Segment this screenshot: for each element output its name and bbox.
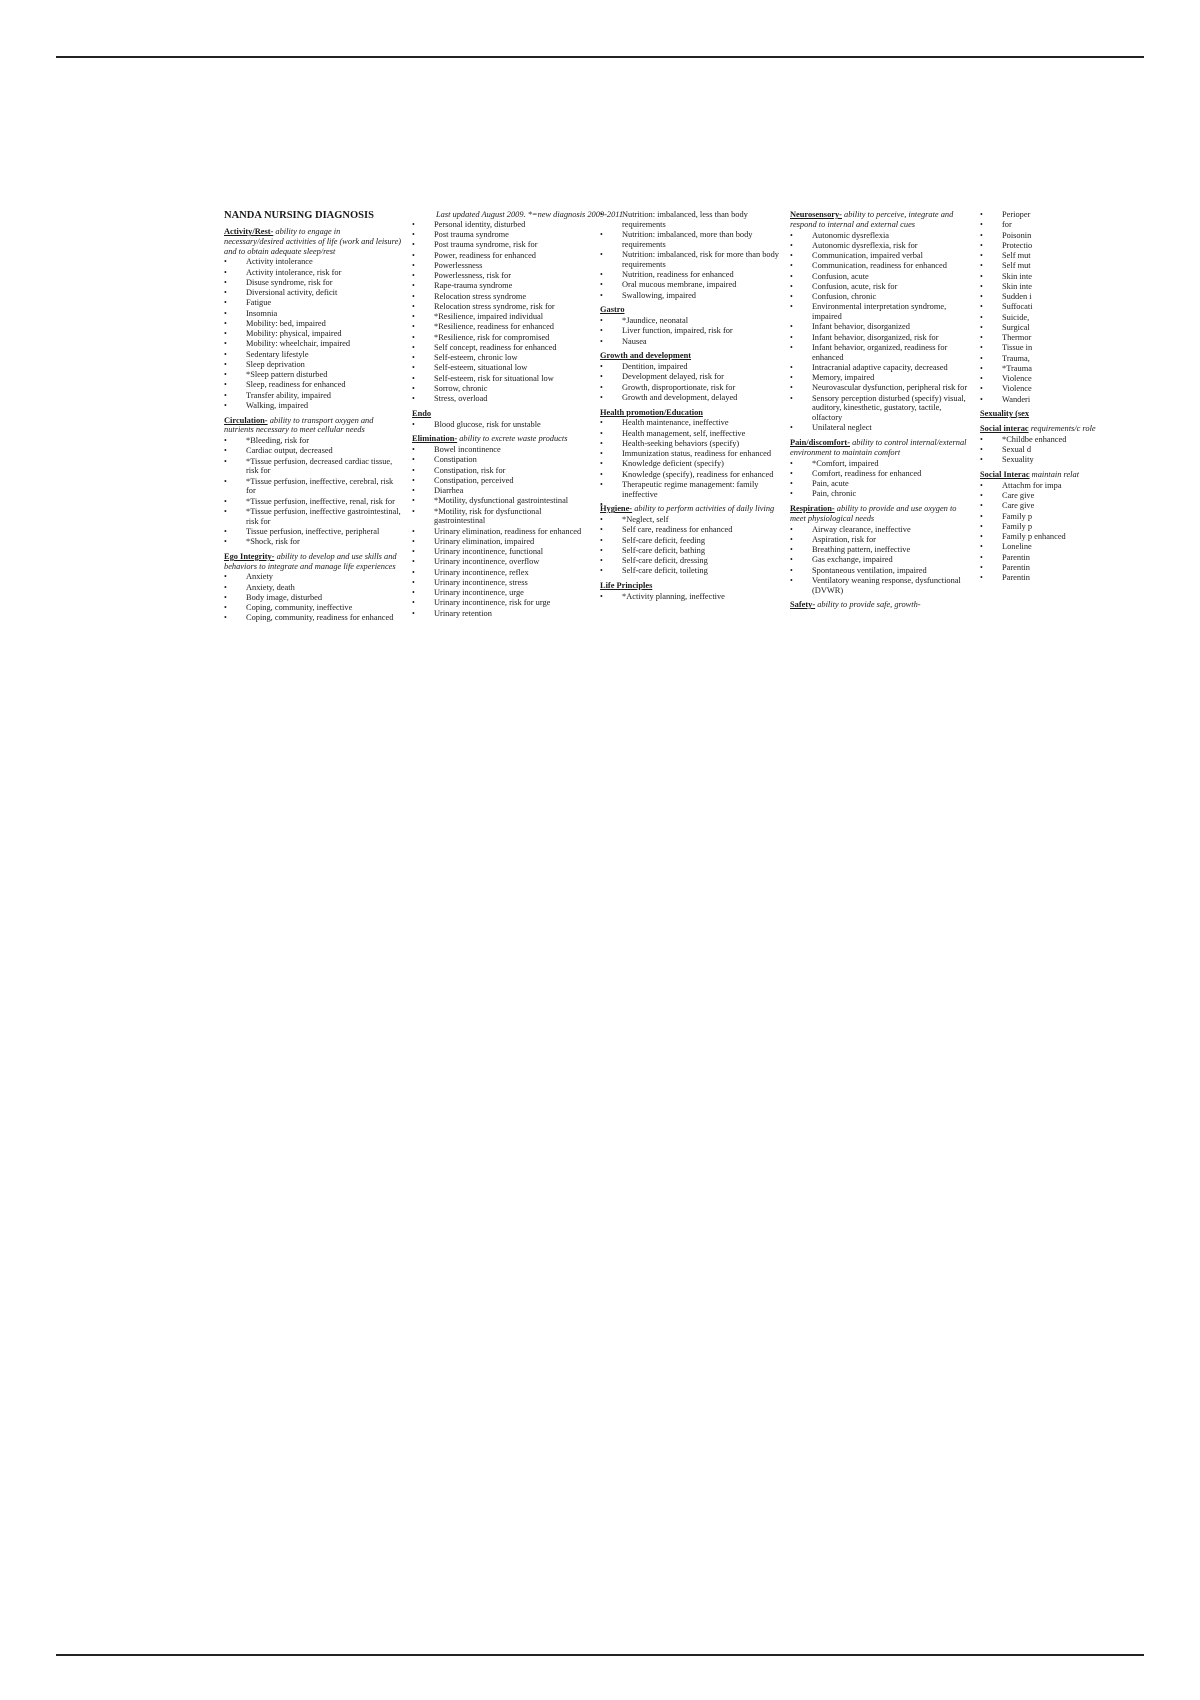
diagnosis-list bbox=[600, 316, 782, 346]
diagnosis-item: • Family p bbox=[980, 512, 1060, 522]
diagnosis-item: • Growth, disproportionate, risk for bbox=[600, 383, 782, 393]
category-heading bbox=[224, 552, 402, 572]
category-heading bbox=[790, 504, 972, 524]
diagnosis-item: • *Motility, risk for dysfunctional gastrointestinal bbox=[412, 507, 592, 527]
diagnosis-item: • Sudden i bbox=[980, 292, 1060, 302]
diagnosis-list bbox=[790, 231, 972, 434]
diagnosis-item: • Autonomic dysreflexia, risk for bbox=[790, 241, 972, 251]
diagnosis-item: • Personal identity, disturbed bbox=[412, 220, 592, 230]
diagnosis-item: • Cardiac output, decreased bbox=[224, 446, 402, 456]
category-heading bbox=[600, 305, 782, 315]
category-description: ability to perceive, integrate and respond to internal and external cues bbox=[790, 210, 954, 229]
diagnosis-item: • Infant behavior, disorganized, risk for bbox=[790, 333, 972, 343]
diagnosis-item: • Transfer ability, impaired bbox=[224, 391, 402, 401]
diagnosis-item: • *Tissue perfusion, ineffective, renal, risk for bbox=[224, 497, 402, 507]
diagnosis-item: • Self-care deficit, feeding bbox=[600, 536, 782, 546]
diagnosis-item: • Health maintenance, ineffective bbox=[600, 418, 782, 428]
diagnosis-item: • Family p enhanced bbox=[980, 532, 1060, 542]
diagnosis-item: • Relocation stress syndrome, risk for bbox=[412, 302, 592, 312]
diagnosis-item: • Self-care deficit, dressing bbox=[600, 556, 782, 566]
category-heading bbox=[980, 470, 1080, 480]
diagnosis-item: • for bbox=[980, 220, 1060, 230]
diagnosis-item: • Airway clearance, ineffective bbox=[790, 525, 972, 535]
diagnosis-item: • Self mut bbox=[980, 261, 1060, 271]
category-title: Health promotion/Education bbox=[600, 407, 703, 417]
diagnosis-item: • Coping, community, ineffective bbox=[224, 603, 402, 613]
diagnosis-item: • Urinary incontinence, overflow bbox=[412, 557, 592, 567]
diagnosis-item: • *Activity planning, ineffective bbox=[600, 592, 782, 602]
update-note: Last updated August 2009. *=new diagnosis 2009-2011 bbox=[436, 210, 624, 219]
diagnosis-item: • Constipation, risk for bbox=[412, 466, 592, 476]
diagnosis-item: • Anxiety, death bbox=[224, 583, 402, 593]
diagnosis-item: • Development delayed, risk for bbox=[600, 372, 782, 382]
diagnosis-item: • Insomnia bbox=[224, 309, 402, 319]
column-4 bbox=[790, 210, 972, 611]
diagnosis-item: • Sedentary lifestyle bbox=[224, 350, 402, 360]
diagnosis-item: • Health-seeking behaviors (specify) bbox=[600, 439, 782, 449]
diagnosis-item: • Autonomic dysreflexia bbox=[790, 231, 972, 241]
diagnosis-item: • Self care, readiness for enhanced bbox=[600, 525, 782, 535]
diagnosis-item: • Memory, impaired bbox=[790, 373, 972, 383]
diagnosis-item: • *Bleeding, risk for bbox=[224, 436, 402, 446]
diagnosis-item: • Urinary elimination, readiness for enhanced bbox=[412, 527, 592, 537]
diagnosis-item: • Bowel incontinence bbox=[412, 445, 592, 455]
diagnosis-item: • Confusion, acute, risk for bbox=[790, 282, 972, 292]
diagnosis-item: • Knowledge deficient (specify) bbox=[600, 459, 782, 469]
diagnosis-item: • Post trauma syndrome bbox=[412, 230, 592, 240]
diagnosis-item: • Perioper bbox=[980, 210, 1060, 220]
diagnosis-item: • Communication, impaired verbal bbox=[790, 251, 972, 261]
diagnosis-list bbox=[600, 362, 782, 403]
diagnosis-item: • Nutrition: imbalanced, risk for more than body requirements bbox=[600, 250, 782, 270]
category-description: ability to transport oxygen and nutrients necessary to meet cellular needs bbox=[224, 415, 374, 435]
category-description: ability to perform activities of daily living bbox=[634, 504, 775, 514]
diagnosis-item: • *Jaundice, neonatal bbox=[600, 316, 782, 326]
category-title: Respiration- bbox=[790, 504, 835, 513]
diagnosis-item: • *Tissue perfusion, decreased cardiac tissue, risk for bbox=[224, 457, 402, 477]
diagnosis-item: • Tissue in bbox=[980, 343, 1060, 353]
diagnosis-item: • Growth and development, delayed bbox=[600, 393, 782, 403]
category-description: ability to develop and use skills and behaviors to integrate and manage life experiences bbox=[224, 551, 397, 571]
diagnosis-item: • Infant behavior, disorganized bbox=[790, 322, 972, 332]
diagnosis-item: • Breathing pattern, ineffective bbox=[790, 545, 972, 555]
category-title: Social interac bbox=[980, 424, 1029, 433]
document-title: NANDA NURSING DIAGNOSIS bbox=[224, 210, 374, 221]
category-heading bbox=[600, 408, 782, 418]
diagnosis-item: • Urinary incontinence, urge bbox=[412, 588, 592, 598]
diagnosis-item: • Sleep deprivation bbox=[224, 360, 402, 370]
diagnosis-item: • Liver function, impaired, risk for bbox=[600, 326, 782, 336]
diagnosis-list bbox=[790, 525, 972, 596]
diagnosis-item: • Self-esteem, situational low bbox=[412, 363, 592, 373]
diagnosis-item: • Fatigue bbox=[224, 298, 402, 308]
diagnosis-item: • Self-care deficit, bathing bbox=[600, 546, 782, 556]
category-title: Hygiene- bbox=[600, 504, 633, 514]
diagnosis-item: • Power, readiness for enhanced bbox=[412, 251, 592, 261]
diagnosis-item: • Parentin bbox=[980, 573, 1060, 583]
diagnosis-item: • Therapeutic regime management: family ineffective bbox=[600, 480, 782, 500]
diagnosis-item: • Mobility: physical, impaired bbox=[224, 329, 402, 339]
diagnosis-item: • *Resilience, readiness for enhanced bbox=[412, 322, 592, 332]
column-1 bbox=[224, 210, 402, 624]
diagnosis-item: • Comfort, readiness for enhanced bbox=[790, 469, 972, 479]
diagnosis-list bbox=[412, 420, 592, 430]
category-description: ability to engage in necessary/desired activities of life (work and leisure) and to obtain adequate sleep/rest bbox=[224, 227, 402, 256]
diagnosis-item: • Tissue perfusion, ineffective, peripheral bbox=[224, 527, 402, 537]
diagnosis-item: • Self-esteem, risk for situational low bbox=[412, 374, 592, 384]
diagnosis-item: • Diarrhea bbox=[412, 486, 592, 496]
diagnosis-item: • Suffocati bbox=[980, 302, 1060, 312]
diagnosis-list bbox=[980, 480, 1066, 583]
category-heading bbox=[224, 416, 402, 436]
category-title: Endo bbox=[412, 408, 432, 418]
category-description: ability to provide safe, growth- bbox=[817, 600, 921, 610]
category-heading bbox=[790, 600, 972, 610]
category-heading bbox=[224, 227, 402, 256]
diagnosis-item: • Activity intolerance, risk for bbox=[224, 268, 402, 278]
diagnosis-item: • Coping, community, readiness for enhanced bbox=[224, 613, 402, 623]
diagnosis-item: • Wanderi bbox=[980, 395, 1060, 405]
diagnosis-item: • Aspiration, risk for bbox=[790, 535, 972, 545]
diagnosis-item: • Parentin bbox=[980, 553, 1060, 563]
diagnosis-item: • Urinary incontinence, stress bbox=[412, 578, 592, 588]
category-heading bbox=[412, 434, 592, 444]
diagnosis-item: • *Shock, risk for bbox=[224, 537, 402, 547]
diagnosis-item: • Relocation stress syndrome bbox=[412, 292, 592, 302]
diagnosis-item: • Mobility: bed, impaired bbox=[224, 319, 402, 329]
diagnosis-item: • Unilateral neglect bbox=[790, 423, 972, 433]
diagnosis-item: • Urinary incontinence, reflex bbox=[412, 568, 592, 578]
category-title: Activity/Rest- bbox=[224, 227, 274, 237]
diagnosis-item: • Skin inte bbox=[980, 282, 1060, 292]
diagnosis-list bbox=[980, 434, 1067, 465]
diagnosis-item: • Neurovascular dysfunction, peripheral risk for bbox=[790, 383, 972, 393]
diagnosis-item: • Violence bbox=[980, 384, 1060, 394]
diagnosis-list bbox=[412, 445, 592, 618]
diagnosis-item: • Sexuality bbox=[980, 455, 1060, 465]
category-description: ability to control internal/external environment to maintain comfort bbox=[790, 438, 967, 457]
diagnosis-item: • Nutrition, readiness for enhanced bbox=[600, 270, 782, 280]
diagnosis-item: • Immunization status, readiness for enhanced bbox=[600, 449, 782, 459]
diagnosis-item: • Self-esteem, chronic low bbox=[412, 353, 592, 363]
diagnosis-item: • Constipation bbox=[412, 455, 592, 465]
diagnosis-item: • Sensory perception disturbed (specify) visual, auditory, kinesthetic, gustatory, tactile, olfactory bbox=[790, 394, 972, 423]
diagnosis-item: • Protectio bbox=[980, 241, 1060, 251]
diagnosis-item: • Skin inte bbox=[980, 272, 1060, 282]
category-title: Safety- bbox=[790, 600, 816, 610]
diagnosis-item: • Activity intolerance bbox=[224, 257, 402, 267]
diagnosis-item: • Powerlessness, risk for bbox=[412, 271, 592, 281]
diagnosis-item: • Self mut bbox=[980, 251, 1060, 261]
diagnosis-list bbox=[224, 436, 402, 547]
diagnosis-item: • Surgical bbox=[980, 323, 1060, 333]
diagnosis-item: • Nutrition: imbalanced, less than body requirements bbox=[600, 210, 782, 230]
diagnosis-item: • Care give bbox=[980, 501, 1060, 511]
diagnosis-item: • *Neglect, self bbox=[600, 515, 782, 525]
diagnosis-item: • Pain, acute bbox=[790, 479, 972, 489]
category-title: Social Interac bbox=[980, 470, 1030, 479]
diagnosis-item: • Dentition, impaired bbox=[600, 362, 782, 372]
column-3 bbox=[600, 210, 782, 602]
diagnosis-list bbox=[790, 459, 972, 500]
diagnosis-item: • *Trauma bbox=[980, 364, 1060, 374]
diagnosis-item: • *Childbe enhanced bbox=[980, 435, 1060, 445]
diagnosis-item: • Confusion, acute bbox=[790, 272, 972, 282]
diagnosis-item: • *Resilience, impaired individual bbox=[412, 312, 592, 322]
diagnosis-item: • Anxiety bbox=[224, 572, 402, 582]
diagnosis-item: • *Comfort, impaired bbox=[790, 459, 972, 469]
diagnosis-item: • Sorrow, chronic bbox=[412, 384, 592, 394]
diagnosis-item: • Environmental interpretation syndrome, impaired bbox=[790, 302, 972, 322]
diagnosis-item: • *Motility, dysfunctional gastrointestinal bbox=[412, 496, 592, 506]
diagnosis-item: • Walking, impaired bbox=[224, 401, 402, 411]
category-title: Elimination- bbox=[412, 434, 458, 444]
category-heading bbox=[600, 351, 782, 361]
diagnosis-item: • Powerlessness bbox=[412, 261, 592, 271]
category-title: Neurosensory- bbox=[790, 210, 842, 219]
category-title: Life Principles bbox=[600, 581, 653, 590]
diagnosis-item: • Constipation, perceived bbox=[412, 476, 592, 486]
diagnosis-item: • Sleep, readiness for enhanced bbox=[224, 380, 402, 390]
top-rule bbox=[56, 56, 1144, 58]
category-title: Circulation- bbox=[224, 415, 268, 425]
diagnosis-item: • Poisonin bbox=[980, 231, 1060, 241]
diagnosis-item: • Sexual d bbox=[980, 445, 1060, 455]
diagnosis-item: • Trauma, bbox=[980, 354, 1060, 364]
diagnosis-item: • Urinary incontinence, risk for urge bbox=[412, 598, 592, 608]
diagnosis-item: • Oral mucous membrane, impaired bbox=[600, 280, 782, 290]
diagnosis-item: • Gas exchange, impaired bbox=[790, 555, 972, 565]
diagnosis-list bbox=[600, 210, 782, 300]
diagnosis-item: • *Sleep pattern disturbed bbox=[224, 370, 402, 380]
bottom-rule bbox=[56, 1654, 1144, 1656]
category-description: ability to provide and use oxygen to meet physiological needs bbox=[790, 504, 957, 523]
diagnosis-item: • Post trauma syndrome, risk for bbox=[412, 240, 592, 250]
category-title: Pain/discomfort- bbox=[790, 438, 851, 447]
diagnosis-list bbox=[980, 210, 1060, 404]
document-sheet bbox=[222, 210, 1096, 765]
diagnosis-item: • Disuse syndrome, risk for bbox=[224, 278, 402, 288]
diagnosis-list bbox=[600, 592, 782, 602]
category-title: Growth and development bbox=[600, 351, 692, 361]
diagnosis-item: • Body image, disturbed bbox=[224, 593, 402, 603]
diagnosis-item: • Stress, overload bbox=[412, 394, 592, 404]
diagnosis-item: • Mobility: wheelchair, impaired bbox=[224, 339, 402, 349]
diagnosis-item: • Suicide, bbox=[980, 313, 1060, 323]
diagnosis-item: • Spontaneous ventilation, impaired bbox=[790, 566, 972, 576]
category-description: requirements/c role bbox=[1030, 424, 1096, 433]
diagnosis-list bbox=[412, 220, 592, 404]
category-title: Ego Integrity- bbox=[224, 551, 275, 561]
diagnosis-item: • Thermor bbox=[980, 333, 1060, 343]
diagnosis-item: • Self concept, readiness for enhanced bbox=[412, 343, 592, 353]
diagnosis-item: • Nutrition: imbalanced, more than body requirements bbox=[600, 230, 782, 250]
diagnosis-item: • Rape-trauma syndrome bbox=[412, 281, 592, 291]
diagnosis-item: • Urinary elimination, impaired bbox=[412, 537, 592, 547]
diagnosis-item: • Loneline bbox=[980, 542, 1060, 552]
diagnosis-list bbox=[224, 572, 402, 623]
diagnosis-item: • Family p bbox=[980, 522, 1060, 532]
diagnosis-item: • Care give bbox=[980, 491, 1060, 501]
diagnosis-item: • Confusion, chronic bbox=[790, 292, 972, 302]
diagnosis-item: • Health management, self, ineffective bbox=[600, 429, 782, 439]
diagnosis-item: • *Tissue perfusion, ineffective, cerebral, risk for bbox=[224, 477, 402, 497]
diagnosis-item: • *Tissue perfusion, ineffective gastrointestinal, risk for bbox=[224, 507, 402, 527]
diagnosis-item: • Blood glucose, risk for unstable bbox=[412, 420, 592, 430]
diagnosis-list bbox=[224, 257, 402, 410]
diagnosis-list bbox=[600, 418, 782, 499]
category-description: maintain relat bbox=[1031, 470, 1080, 479]
diagnosis-item: • Infant behavior, organized, readiness for enhanced bbox=[790, 343, 972, 363]
category-heading bbox=[600, 504, 782, 514]
diagnosis-list bbox=[600, 515, 782, 576]
category-heading bbox=[412, 409, 592, 419]
category-heading bbox=[980, 424, 1096, 434]
category-description: ability to excrete waste products bbox=[459, 434, 568, 444]
diagnosis-item: • Knowledge (specify), readiness for enhanced bbox=[600, 470, 782, 480]
diagnosis-item: • Swallowing, impaired bbox=[600, 291, 782, 301]
diagnosis-item: • Intracranial adaptive capacity, decreased bbox=[790, 363, 972, 373]
diagnosis-item: • Diversional activity, deficit bbox=[224, 288, 402, 298]
category-heading bbox=[980, 409, 1060, 419]
category-heading bbox=[790, 438, 972, 458]
column-5 bbox=[980, 210, 1096, 583]
category-heading bbox=[790, 210, 972, 230]
category-title: Sexuality (sex bbox=[980, 409, 1030, 419]
diagnosis-item: • Parentin bbox=[980, 563, 1060, 573]
diagnosis-item: • Pain, chronic bbox=[790, 489, 972, 499]
diagnosis-item: • Self-care deficit, toileting bbox=[600, 566, 782, 576]
diagnosis-item: • Urinary retention bbox=[412, 609, 592, 619]
diagnosis-item: • Urinary incontinence, functional bbox=[412, 547, 592, 557]
diagnosis-item: • Ventilatory weaning response, dysfunctional (DVWR) bbox=[790, 576, 972, 596]
diagnosis-item: • Violence bbox=[980, 374, 1060, 384]
diagnosis-item: • Communication, readiness for enhanced bbox=[790, 261, 972, 271]
diagnosis-item: • Nausea bbox=[600, 337, 782, 347]
diagnosis-item: • Attachm for impa bbox=[980, 481, 1060, 491]
diagnosis-item: • *Resilience, risk for compromised bbox=[412, 333, 592, 343]
category-title: Gastro bbox=[600, 305, 625, 315]
category-heading bbox=[600, 581, 782, 591]
